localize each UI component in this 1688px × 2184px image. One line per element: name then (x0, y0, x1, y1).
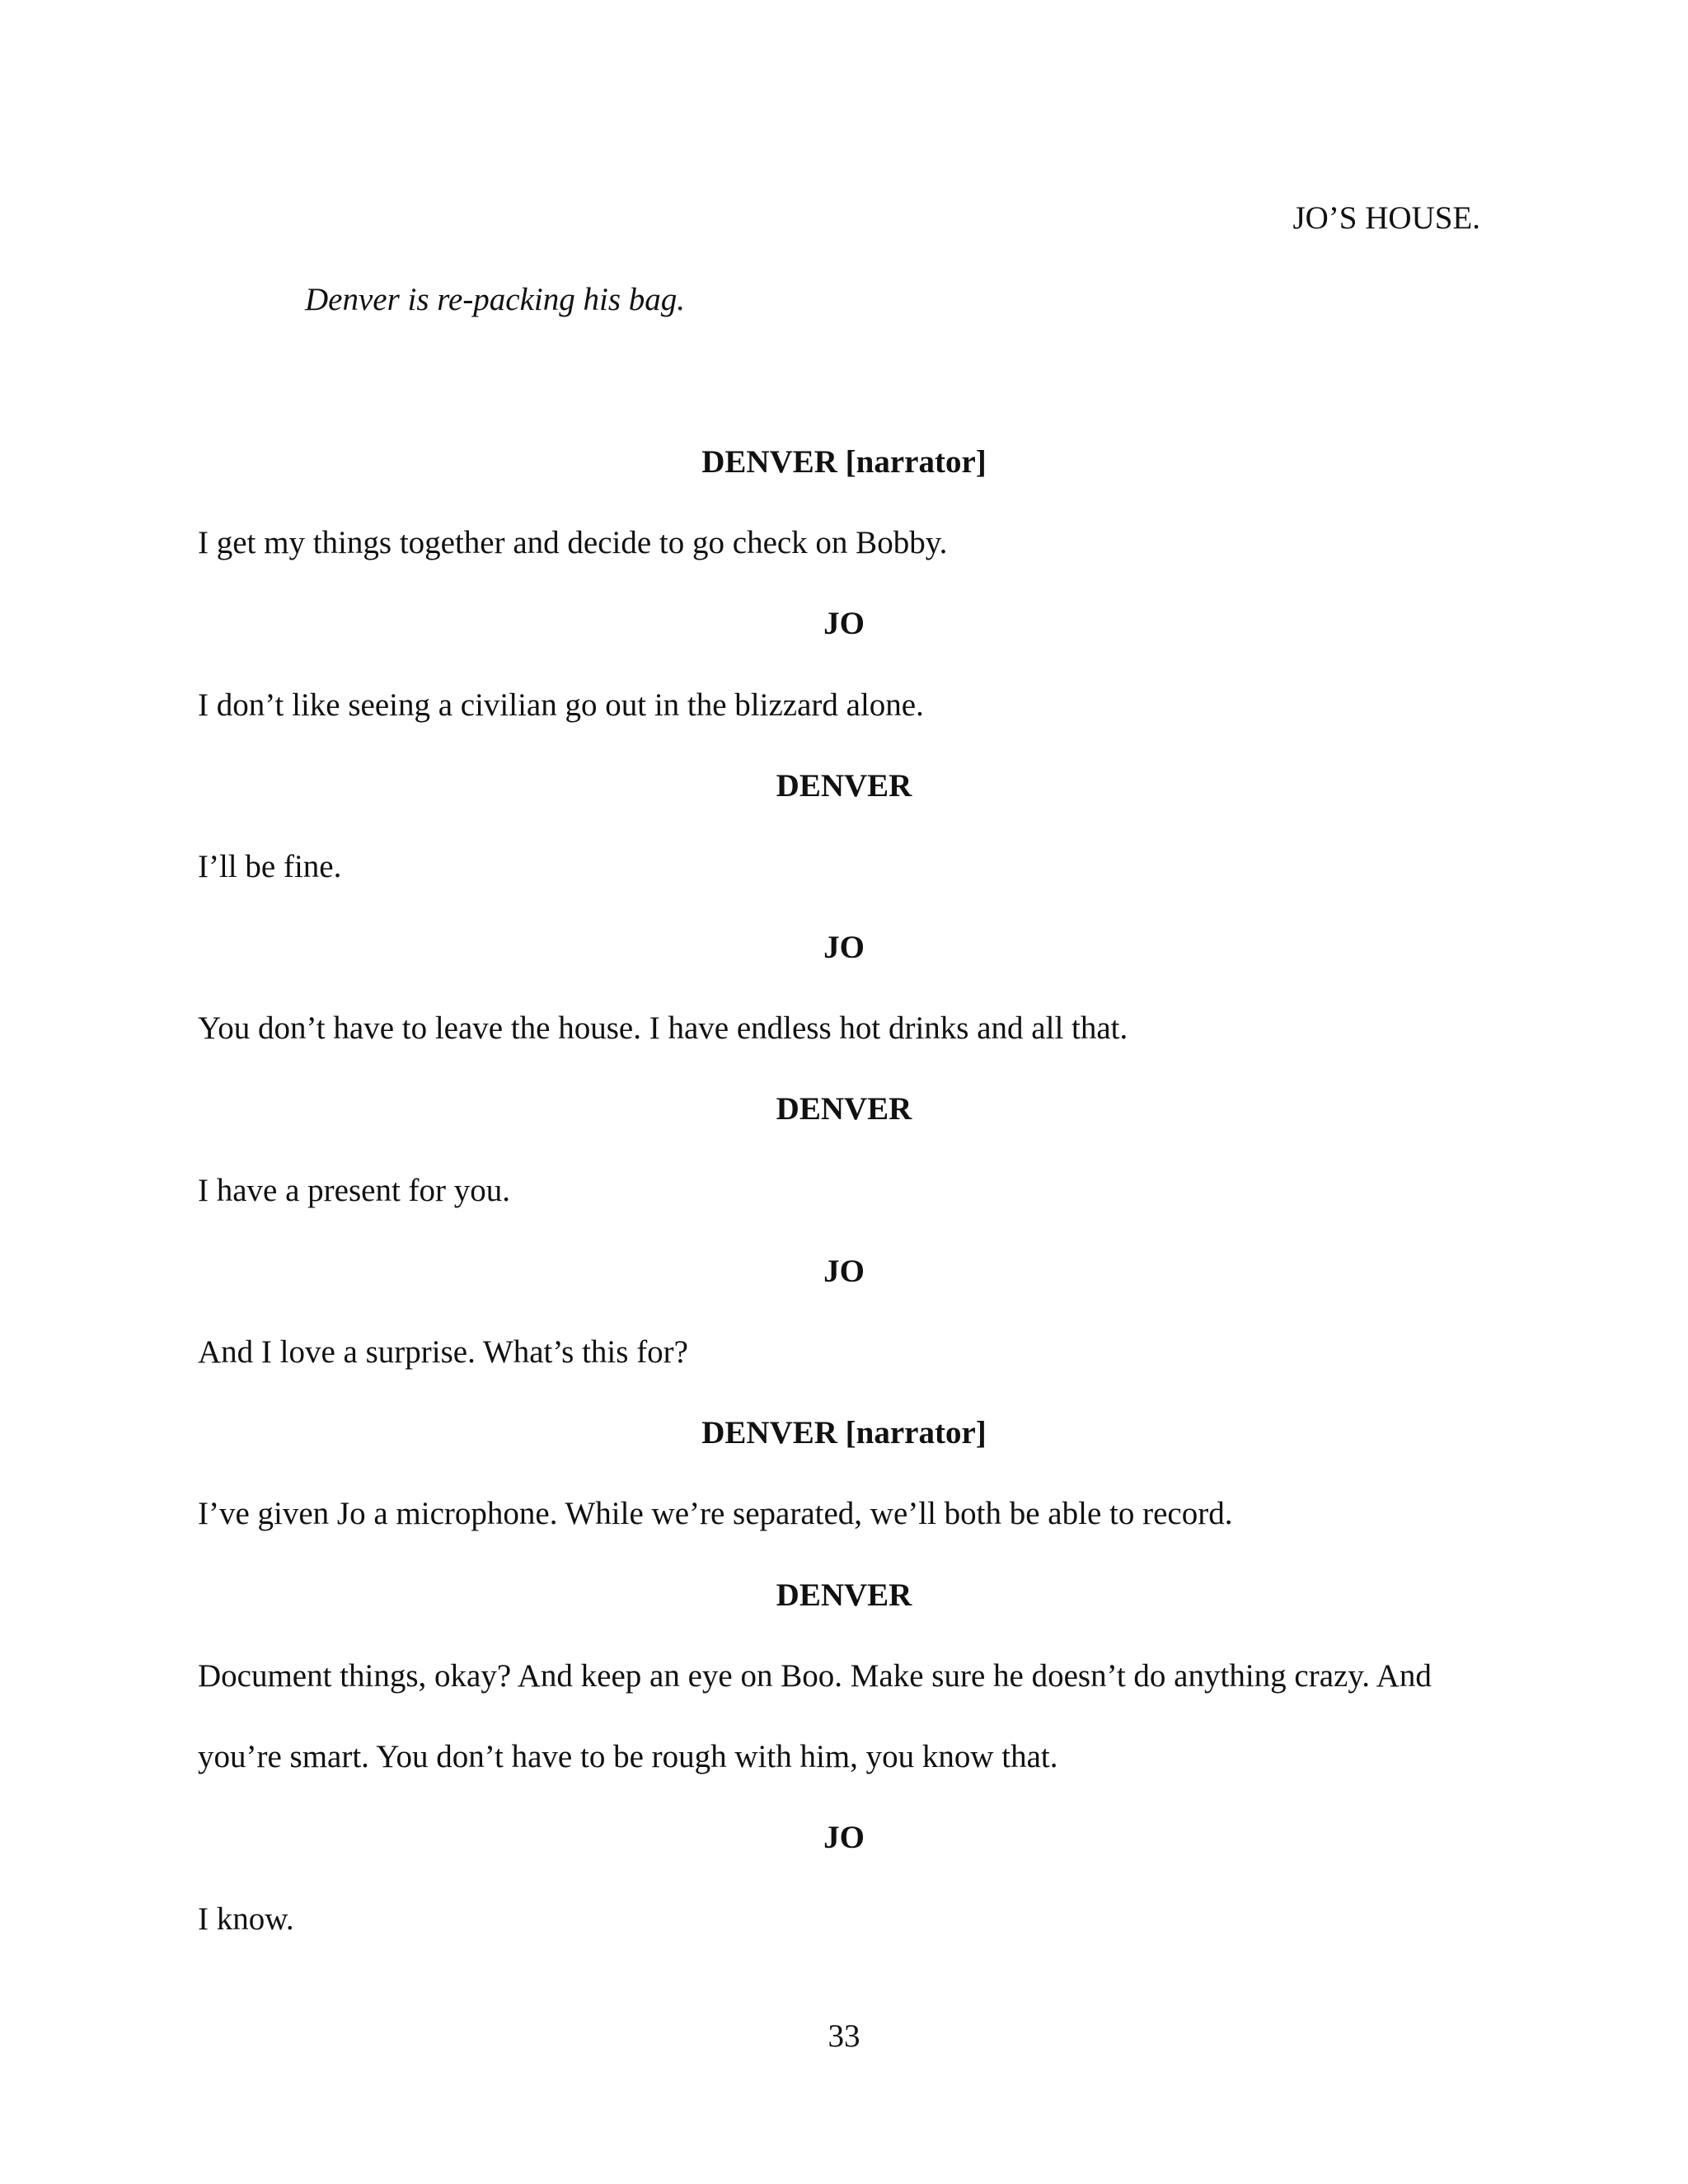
stage-direction: Denver is re-packing his bag. (305, 282, 686, 317)
character-name: JO (823, 1820, 865, 1855)
dialogue-line: I’ve given Jo a microphone. While we’re separated, we’ll both be able to record. (198, 1496, 1233, 1531)
character-name: DENVER (776, 768, 912, 804)
dialogue-line: I get my things together and decide to go check on Bobby. (198, 525, 948, 560)
character-name: DENVER [narrator] (701, 1415, 987, 1451)
dialogue-line: I’ll be fine. (198, 849, 342, 884)
character-name: JO (823, 606, 865, 641)
character-name: DENVER (776, 1091, 912, 1127)
dialogue-line: I don’t like seeing a civilian go out in the blizzard alone. (198, 687, 924, 723)
dialogue-line: I have a present for you. (198, 1173, 511, 1208)
character-name: JO (823, 930, 865, 965)
character-name: DENVER [narrator] (701, 444, 987, 480)
dialogue-line: You don’t have to leave the house. I have endless hot drinks and all that. (198, 1010, 1128, 1046)
character-name: JO (823, 1254, 865, 1289)
page-number: 33 (828, 2018, 860, 2054)
dialogue-line: you’re smart. You don’t have to be rough with him, you know that. (198, 1739, 1058, 1774)
character-name: DENVER (776, 1577, 912, 1613)
scene-heading: JO’S HOUSE. (1292, 200, 1480, 236)
dialogue-line: Document things, okay? And keep an eye on Boo. Make sure he doesn’t do anything crazy. And (198, 1658, 1432, 1694)
dialogue-line: And I love a surprise. What’s this for? (198, 1334, 688, 1370)
dialogue-line: I know. (198, 1901, 294, 1937)
